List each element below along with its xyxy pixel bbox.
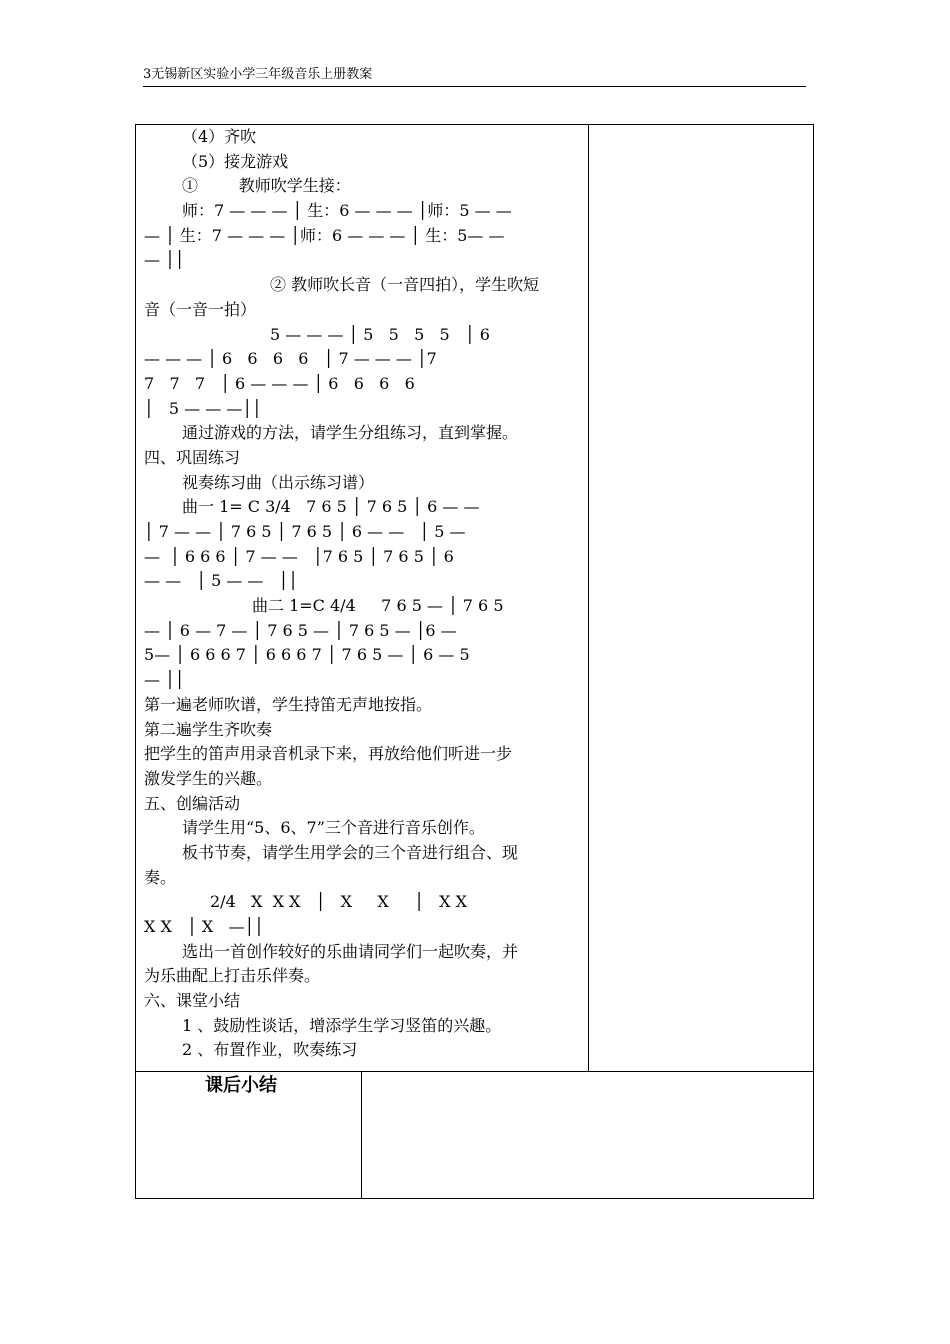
content-line: 5 — — — │ 5 5 5 5 │ 6	[270, 324, 490, 344]
content-line: 板书节奏，请学生用学会的三个音进行组合、现	[182, 842, 519, 862]
content-line: 六、课堂小结	[144, 991, 241, 1011]
content-line: — │ 6 — 7 — │ 7 6 5 — │ 7 6 5 — │6 —	[144, 620, 457, 640]
content-line: 请学生用“5、6、7”三个音进行音乐创作。	[182, 818, 485, 838]
content-line: 激发学生的兴趣。	[144, 768, 273, 788]
content-line: 师：7 — — — │ 生：6 — — — │师：5 — —	[182, 201, 512, 221]
summary-divider	[361, 1071, 362, 1199]
content-line: — ││	[144, 250, 185, 270]
content-line: │ 7 — — │ 7 6 5 │ 7 6 5 │ 6 — — │ 5 —	[144, 522, 466, 541]
row-divider	[135, 1071, 814, 1072]
content-line: — ││	[144, 670, 185, 690]
content-line: （5）接龙游戏	[182, 151, 289, 171]
content-line: — — — │ 6 6 6 6 │ 7 — — — │7	[144, 349, 437, 369]
content-line: 五、创编活动	[144, 793, 241, 813]
summary-label: 课后小结	[205, 1075, 277, 1096]
content-line: 第一遍老师吹谱，学生持笛无声地按指。	[144, 694, 433, 714]
content-line: 5— │ 6 6 6 7 │ 6 6 6 7 │ 7 6 5 — │ 6 — 5	[144, 645, 470, 665]
column-divider	[588, 124, 589, 1072]
content-line: 7 7 7 │ 6 — — — │ 6 6 6 6	[144, 373, 415, 393]
lesson-content	[144, 125, 584, 1063]
content-line: X X │ X —││	[144, 917, 264, 936]
content-line: 音（一音一拍）	[144, 299, 257, 319]
content-line: 四、巩固练习	[144, 447, 241, 467]
content-line: 奏。	[144, 867, 177, 887]
content-line: — — │ 5 — — ││	[144, 571, 298, 591]
content-line: 1 、鼓励性谈话，增添学生学习竖笛的兴趣。	[182, 1015, 502, 1035]
content-line: 选出一首创作较好的乐曲请同学们一起吹奏，并	[182, 941, 519, 961]
content-line: 曲一 1= C 3/4 7 6 5 │ 7 6 5 │ 6 — —	[182, 497, 480, 517]
content-line: （4）齐吹	[182, 127, 257, 146]
content-line: 通过游戏的方法，请学生分组练习，直到掌握。	[182, 423, 519, 443]
content-line: 把学生的笛声用录音机录下来，再放给他们听进一步	[144, 744, 513, 764]
content-line: — │ 6 6 6 │ 7 — — │7 6 5 │ 7 6 5 │ 6	[144, 546, 454, 566]
content-line: ② 教师吹长音（一音四拍），学生吹短	[270, 275, 540, 295]
page-header	[143, 64, 806, 87]
content-line: ① 教师吹学生接：	[182, 176, 351, 196]
content-line: 为乐曲配上打击乐伴奏。	[144, 966, 321, 986]
content-line: 第二遍学生齐吹奏	[144, 719, 273, 739]
content-line: 曲二 1=C 4/4 7 6 5 — │ 7 6 5	[252, 596, 504, 616]
content-line: 2/4 X X X │ X X │ X X	[210, 892, 467, 912]
content-line: — │ 生：7 — — — │师：6 — — — │ 生：5— —	[144, 225, 505, 245]
content-line: 2 、布置作业，吹奏练习	[182, 1040, 358, 1060]
content-line: │ 5 — — —││	[144, 398, 262, 418]
content-line: 视奏练习曲（出示练习谱）	[182, 472, 375, 492]
header-title: 3无锡新区实验小学三年级音乐上册教案	[143, 67, 373, 82]
